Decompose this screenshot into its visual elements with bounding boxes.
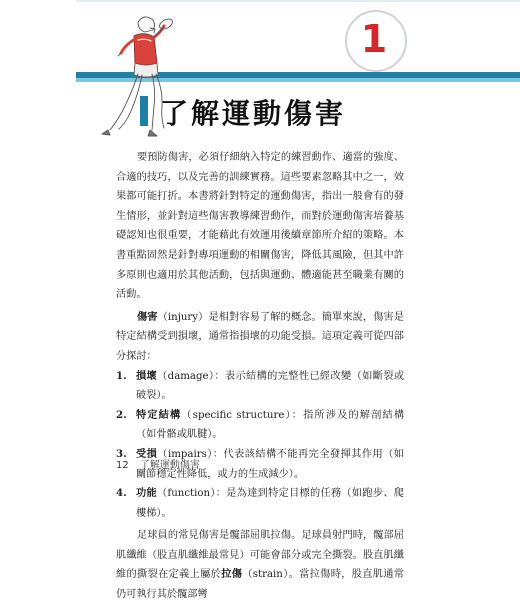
list-item — [116, 406, 404, 445]
list-item-text: （specific structure）：指所涉及的解剖結構（如骨骼或肌腱）。 — [136, 409, 405, 441]
list-item-term: 特定結構 — [136, 408, 182, 421]
page-footer — [116, 456, 200, 471]
list-item — [116, 367, 404, 406]
chapter-title: 了解運動傷害 — [160, 97, 347, 130]
closing-text-1: 足球員的常見傷害是髖部屈肌拉傷。足球員射門時，髖部屈肌纖維（股直肌纖維最常見）可能會部分或完全撕裂。股直肌纖維的撕裂在定義上屬於 — [116, 530, 404, 581]
list-item-number: 1. — [116, 369, 127, 382]
list-item-term: 功能 — [136, 487, 157, 500]
body-text — [116, 148, 404, 605]
closing-text-2: （strain）。當拉傷時，股直肌通常仍可執行其於髖部彎 — [116, 569, 405, 601]
list-item-term: 受損 — [136, 447, 158, 460]
intro-paragraph: 要預防傷害，必須仔細納入特定的練習動作、適當的強度、合適的技巧，以及完善的訓練實務。這些要素忽略其中之一，效果都可能打折。本書將針對特定的運動傷害，指出一般會有的發生情形，並針對這些傷害教導練習動作，而對於運動傷害培養基礎認知也很重要，才能藉此有效運用後續章節所介紹的策略。本書重點固然是針對專項運動的相關傷害，降低其風險，但其中許多原則也適用於其他活動，包括與運動、體適能甚至職業有關的活動。 — [116, 152, 404, 301]
closing-term: 拉傷 — [221, 568, 243, 581]
list-item-term: 損壞 — [136, 369, 158, 382]
page-number: 12 — [116, 460, 129, 471]
list-item-number: 4. — [116, 487, 127, 500]
list-item-text: （damage）：表示結構的完整性已經改變（如斷裂或破裂）。 — [136, 370, 405, 402]
chapter-number: 1 — [360, 17, 388, 61]
list-item — [116, 484, 404, 523]
title-accent-bar — [140, 96, 148, 126]
top-rule — [76, 0, 520, 2]
list-item-number: 2. — [116, 408, 127, 421]
list-item-text: （function）：是為達到特定目標的任務（如跑步、爬樓梯）。 — [136, 488, 404, 519]
definition-term: 傷害 — [137, 310, 158, 323]
definition-paragraph — [116, 308, 404, 367]
definition-text: （injury）是相對容易了解的概念。簡單來說，傷害是特定結構受到損壞，通常指損壞的功能受損。這項定義可從四部分探討： — [116, 311, 404, 362]
closing-paragraph — [116, 526, 404, 604]
list-item-number: 3. — [116, 447, 127, 460]
running-head: 了解運動傷害 — [139, 460, 200, 471]
list-item-text: （impairs）：代表該結構不能再完全發揮其作用（如關節穩定性降低，或力的生成減少）。 — [136, 448, 404, 480]
